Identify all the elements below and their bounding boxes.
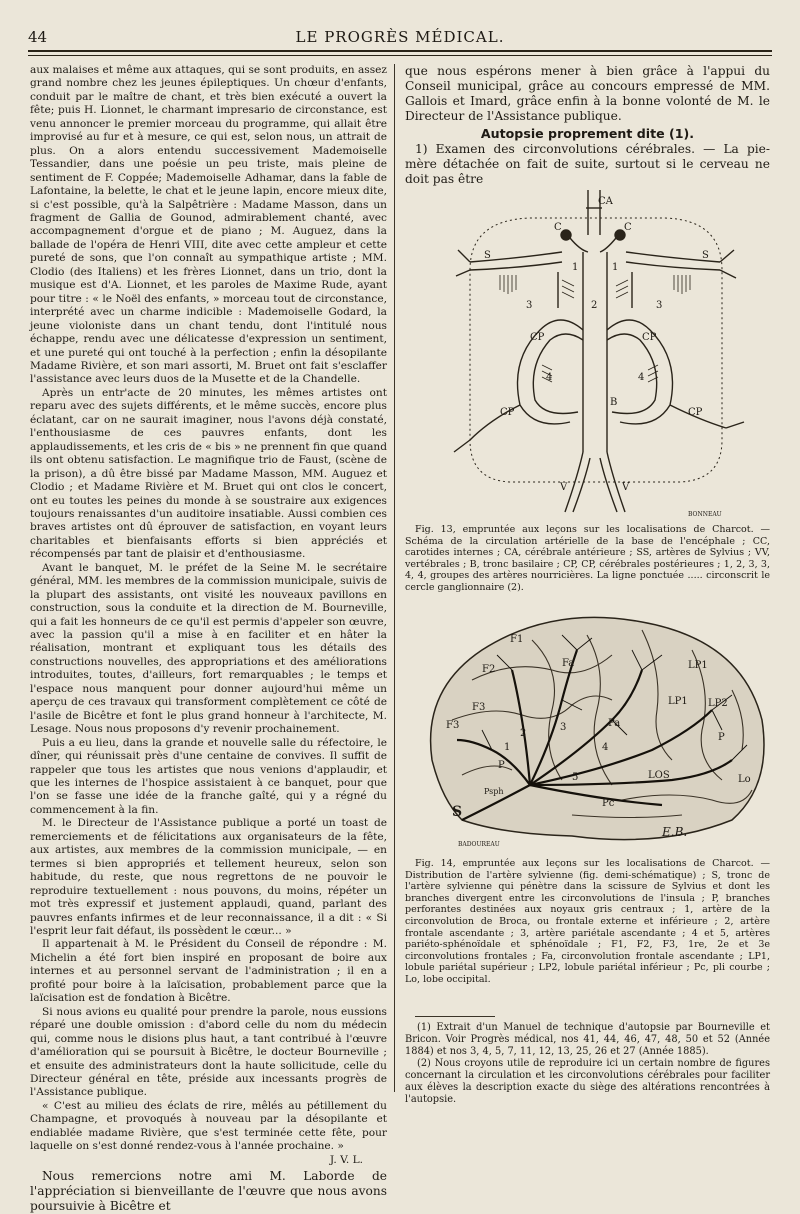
- column-divider: [394, 64, 395, 1092]
- paragraph: Si nous avions eu qualité pour prendre la parole, nous eussions réparé une double omission : d'abord celle du nom du médecin qui, comme nous le disions plus haut, a tant contribué à l'œuvre d'amélioration qui se poursuit à Bicêtre, le docteur Bourneville ; et ensuite des administrateurs dont la haute sollicitude, celle du Directeur général en tête, préside aux incessants progrès de l'Assistance publique.: [30, 1005, 387, 1099]
- fig14-label: P: [718, 732, 725, 743]
- fig13-label: 3: [526, 300, 533, 311]
- fig13-label: C: [554, 222, 562, 233]
- paragraph: Après un entr'acte de 20 minutes, les mêmes artistes ont reparu avec des sujets différents, et le même succès, encore plus éclatant, car on ne saurait imaginer, nous l'avons déjà constaté, l'enthousiasme de ces pauvres enfants, dont les applaudissements, et les cris de « bis » ne prennent fin que quand ils ont obtenu satisfaction. Le magnifique trio de Faust, (scène de la prison), a dû être bissé par Madame Masson, MM. Auguez et Clodio ; et Madame Rivière et M. Bruet qui ont clos le concert, ont eu toutes les peines du monde à se soustraire aux exigences toujours renaissantes d'un auditoire insatiable. Aussi combien ces braves artistes ont dû éprouver de satisfaction, en voyant leurs charitables et bienfaisants efforts si bien appréciés et récompensés par tant de plaisir et d'enthousiasme.: [30, 386, 387, 561]
- caption-text: Fig. 14, empruntée aux leçons sur les localisations de Charcot. — Distribution de l'artère sylvienne (fig. demi-schématique) ; S, tronc de l'artère sylvienne qui pénètre dans la scissure de Sylvius et dont les branches divergent entre les circonvolutions de l'insula ; P, branches perforantes destinées aux noyaux gris centraux ; 1, artère de la circonvolution de Broca, ou frontale externe et inférieure ; 2, artère frontale ascendante ; 3, artère pariétale ascendante ; 4 et 5, artères pariéto-sphénoïdale et sphénoïdale ; F1, F2, F3, 1re, 2e et 3e circonvolutions frontales ; Fa, circonvolution frontale ascendante ; LP1, lobule pariétal supérieur ; LP2, lobule pariétal inférieur ; Pc, pli courbe ; Lo, lobe occipital.: [405, 858, 770, 985]
- fig14-label: LOS: [648, 770, 670, 781]
- fig14-label: F3: [446, 720, 460, 731]
- paragraph: aux malaises et même aux attaques, qui se sont produits, en assez grand nombre chez les jeunes épileptiques. Un chœur d'enfants, conduit par le maître de chant, et très bien exécuté a ouvert la fête; puis H. Lionnet, le charmant impresario de circonstance, est venu annoncer le premier morceau du programme, qui allait être improvisé au fur et à mesure, ce qui est, selon nous, un attrait de plus. On a alors entendu successivement Mademoiselle Tessandier, dans une poésie un peu triste, mais pleine de sentiment de F. Coppée; Mademoiselle Adhamar, dans la fable de Lafontaine, la belette, le chat et le jeune lapin, encore mieux dite, si c'est possible, qu'à la Salpêtrière : Madame Masson, dans un fragment de Gallia de Gounod, admirablement chanté, avec accompagnement d'orgue et de piano ; M. Auguez, dans la ballade de l'opéra de Henri VIII, dite avec cette ampleur et cette pureté de sons, que l'on connaît au sympathique artiste ; MM. Clodio (des Italiens) et les frères Lionnet, dans un trio, dont la musique est d'A. Lionnet, et les paroles de Maxime Rude, ayant pour titre : « le Noël des enfants, » morceau tout de circonstance, interprété avec un charme indicible : Mademoiselle Godard, la jeune violoniste dans un chant tendu, dont l'intitulé nous échappe, rendu avec une délicatesse d'expression un sentiment, et une pureté qui ont touché à la perfection ; enfin la désopilante Madame Rivière, et son mari assorti, M. Bruet ont fait s'esclaffer l'assistance avec leurs duos de la Musette et de la Chandelle.: [30, 64, 387, 386]
- fig13-label: 2: [591, 300, 598, 311]
- running-title: LE PROGRÈS MÉDICAL.: [295, 28, 505, 46]
- fig13-label: 4: [638, 372, 645, 383]
- right-column-text: [405, 64, 770, 187]
- left-column: [30, 64, 387, 1214]
- page-number: 44: [28, 28, 48, 46]
- fig13-label: V: [622, 482, 630, 493]
- paragraph: « C'est au milieu des éclats de rire, mêlés au pétillement du Champagne, et provoqués à nouveau par la désopilante et endiablée madame Rivière, que s'est terminée cette fête, pour laquelle on s'est donné rendez-vous à l'année prochaine. »: [30, 1099, 387, 1153]
- engraver-signature: BONNEAU: [688, 511, 722, 518]
- fig14-label: 5: [572, 772, 579, 783]
- fig14-label: F3: [472, 702, 486, 713]
- fig14-label: 3: [560, 722, 567, 733]
- fig14-label: P: [498, 760, 505, 771]
- fig13-label: 1: [572, 262, 579, 273]
- footnote: (2) Nous croyons utile de reproduire ici un certain nombre de figures concernant la circulation et les circonvolutions cérébrales pour faciliter aux élèves la description exacte du siège des altérations rencontrées à l'autopsie.: [405, 1058, 770, 1105]
- paragraph: M. le Directeur de l'Assistance publique a porté un toast de remerciements et de félicitations aux organisateurs de la fête, aux artistes, aux membres de la commission municipale, — en termes si bien appropriés et tellement heureux, selon son habitude, du reste, que nous regrettons de ne pouvoir le reproduire textuellement : nous pouvons, du moins, répéter un mot très expressif et justement applaudi, quand, parlant des pauvres enfants infirmes et de leur reconnaissance, il a dit : « Si l'esprit leur fait défaut, ils possèdent le cœur... »: [30, 817, 387, 937]
- fig13-label: 1: [612, 262, 619, 273]
- fig13-label: S: [484, 250, 491, 261]
- paragraph: Puis a eu lieu, dans la grande et nouvelle salle du réfectoire, le dîner, qui réunissait près d'une centaine de convives. Il suffit de rappeler que tous les artistes que nous venions d'applaudir, et que les internes de l'hospice assistaient à ce banquet, pour que l'on se fasse une idée de la franche gaîté, qui y a régné du commencement à la fin.: [30, 736, 387, 816]
- page-header: [28, 26, 772, 48]
- fig13-label: CP: [688, 407, 703, 418]
- paragraph: Avant le banquet, M. le préfet de la Seine M. le secrétaire général, MM. les membres de la commission municipale, suivis de la plupart des assistants, ont visité les nouveaux pavillons en construction, sous la conduite et la direction de M. Bourneville, qui a fait les honneurs de ce qu'il est permis d'appeler son œuvre, avec la passion qu'il a mise à en faciliter et en hâter la réalisation, montrant et expliquant tous les détails des constructions nouvelles, des appropriations et des améliorations introduites, toutes, d'ailleurs, fort remarquables ; le temps et l'espace nous manquent pour donner aujourd'hui même un aperçu de ces travaux qui transforment complètement ce côté de l'asile de Bicêtre et font le plus grand honneur à l'architecte, M. Lesage. Nous nous proposons d'y revenir prochainement.: [30, 561, 387, 736]
- fig14-label: F1: [510, 634, 524, 645]
- paragraph: 1) Examen des circonvolutions cérébrales. — La pie-mère détachée on fait de suite, surtout si le cerveau ne doit pas être: [405, 142, 770, 186]
- figure-14-brain-sylvian-artery: [412, 610, 774, 855]
- figure-13-caption: [405, 524, 770, 594]
- signature: J. V. L.: [329, 1153, 363, 1166]
- fig14-label: 4: [602, 742, 609, 753]
- figure-14-caption: [405, 858, 770, 986]
- fig14-label: Pa: [608, 718, 621, 729]
- fig13-label: CP: [500, 407, 515, 418]
- footnotes: [405, 1022, 770, 1106]
- fig14-label: Psph: [484, 787, 504, 796]
- fig13-label: 4: [546, 372, 553, 383]
- fig13-label: V: [560, 482, 568, 493]
- footnote-rule: [415, 1016, 495, 1017]
- fig13-label: CA: [598, 196, 613, 207]
- fig14-label: 2: [520, 728, 527, 739]
- figure-13-arterial-schema: [440, 190, 750, 520]
- fig13-label: 3: [656, 300, 663, 311]
- engraver-signature: BADOUREAU: [458, 841, 500, 848]
- caption-text: Fig. 13, empruntée aux leçons sur les localisations de Charcot. — Schéma de la circulation artérielle de la base de l'encéphale ; CC, carotides internes ; CA, cérébrale antérieure ; SS, artères de Sylvius ; VV, vertébrales ; B, tronc basilaire ; CP, CP, cérébrales postérieures ; 1, 2, 3, 3, 4, 4, groupes des artères nourricières. La ligne ponctuée ..... circonscrit le cercle ganglionnaire (2).: [405, 524, 770, 593]
- fig14-label: S: [452, 804, 463, 820]
- fig14-label: LP2: [708, 698, 728, 709]
- section-title: Autopsie proprement dite (1).: [480, 126, 695, 141]
- fig14-label: Fa: [562, 658, 575, 669]
- fig13-label: S: [702, 250, 709, 261]
- fig14-label: Lo: [738, 774, 751, 785]
- paragraph: Il appartenait à M. le Président du Conseil de répondre : M. Michelin a été fort bien inspiré en proposant de boire aux internes et au personnel servant de l'administration ; il en a profité pour boire à la laïcisation, probablement parce que la laïcisation est de fondation à Bicêtre.: [30, 938, 387, 1005]
- closing-paragraph: Nous remercions notre ami M. Laborde de l'appréciation si bienveillante de l'œuvre que nous avons poursuivie à Bicêtre et: [30, 1169, 387, 1214]
- fig14-label: LP1: [688, 660, 708, 671]
- fig14-label: Pc: [602, 798, 615, 809]
- header-rule-thin: [28, 55, 772, 56]
- fig13-label: C: [624, 222, 632, 233]
- engraver-monogram: E.B.: [662, 825, 688, 839]
- fig13-label: CP: [642, 332, 657, 343]
- fig13-label: CP: [530, 332, 545, 343]
- fig14-label: 1: [504, 742, 511, 753]
- paragraph: que nous espérons mener à bien grâce à l'appui du Conseil municipal, grâce au concours empressé de MM. Gallois et Imard, grâce enfin à la bonne volonté de M. le Directeur de l'Assistance publique.: [405, 64, 770, 123]
- header-rule: [28, 50, 772, 52]
- fig13-label: B: [610, 397, 618, 408]
- fig14-label: F2: [482, 664, 496, 675]
- fig14-label: LP1: [668, 696, 688, 707]
- footnote: (1) Extrait d'un Manuel de technique d'autopsie par Bourneville et Bricon. Voir Progrès médical, nos 41, 44, 46, 47, 48, 50 et 52 (Année 1884) et nos 3, 4, 5, 7, 11, 12, 13, 25, 26 et 27 (Année 1885).: [405, 1022, 770, 1057]
